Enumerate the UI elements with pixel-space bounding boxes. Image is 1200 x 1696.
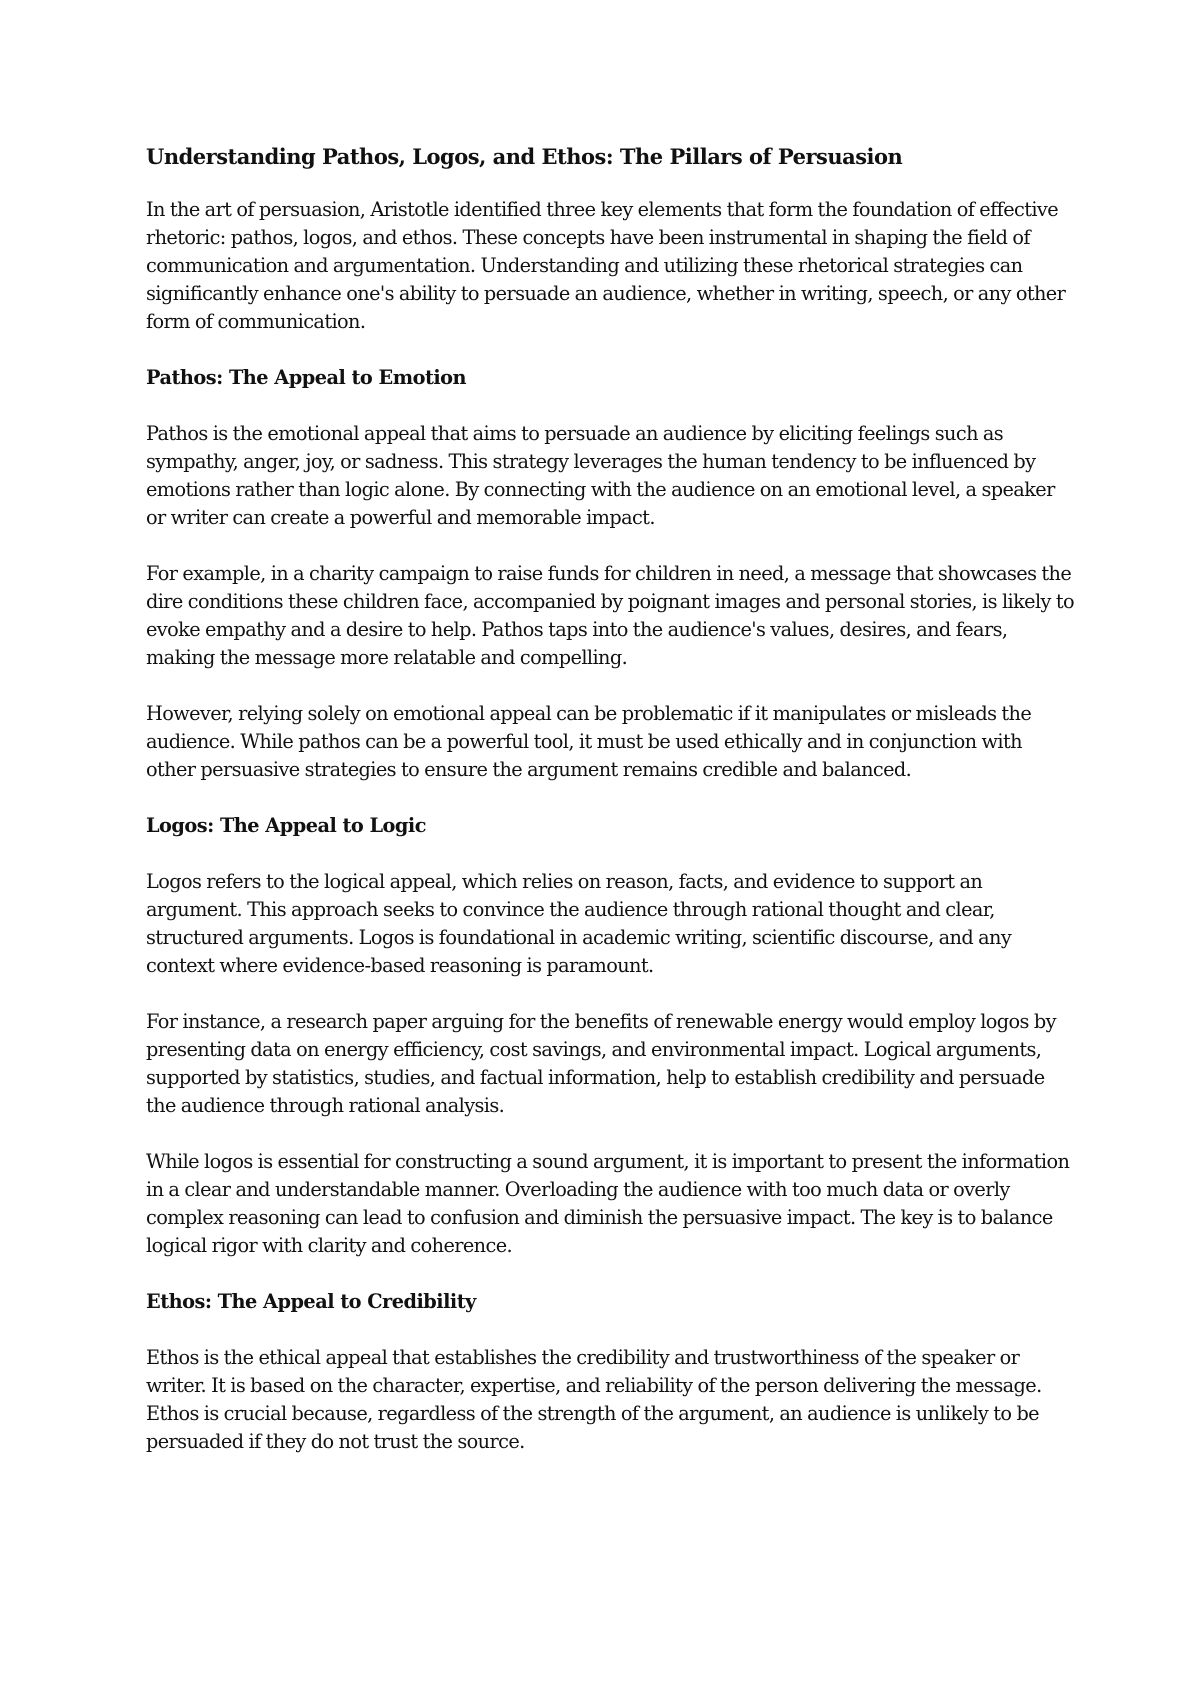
section-heading: Logos: The Appeal to Logic	[146, 814, 426, 837]
section-paragraph: For example, in a charity campaign to raise funds for children in need, a message that showcases the dire conditions these children face, accompanied by poignant images and personal stories, is likely to evoke empathy and a desire to help. Pathos taps into the audience's values, desires, and fears, making the message more relatable and compelling.	[146, 562, 1075, 669]
document-title: Understanding Pathos, Logos, and Ethos: The Pillars of Persuasion	[146, 144, 903, 169]
section-paragraph: For instance, a research paper arguing for the benefits of renewable energy would employ logos by presenting data on energy efficiency, cost savings, and environmental impact. Logical arguments, supported by statistics, studies, and factual information, help to establish credibility and persuade the audience through rational analysis.	[146, 1010, 1056, 1117]
section-pathos	[146, 364, 1076, 784]
intro-paragraph: In the art of persuasion, Aristotle identified three key elements that form the foundation of effective rhetoric: pathos, logos, and ethos. These concepts have been instrumental in shaping the field of communication and argumentation. Understanding and utilizing these rhetorical strategies can significantly enhance one's ability to persuade an audience, whether in writing, speech, or any other form of communication.	[146, 198, 1066, 333]
section-paragraph: Ethos is the ethical appeal that establishes the credibility and trustworthiness of the speaker or writer. It is based on the character, expertise, and reliability of the person delivering the message. Ethos is crucial because, regardless of the strength of the argument, an audience is unlikely to be persuaded if they do not trust the source.	[146, 1346, 1042, 1453]
section-logos	[146, 812, 1076, 1260]
section-ethos	[146, 1288, 1076, 1456]
document-body	[146, 143, 1076, 1484]
section-paragraph: Logos refers to the logical appeal, which relies on reason, facts, and evidence to support an argument. This approach seeks to convince the audience through rational thought and clear, structured arguments. Logos is foundational in academic writing, scientific discourse, and any context where evidence-based reasoning is paramount.	[146, 870, 1012, 977]
section-paragraph: Pathos is the emotional appeal that aims to persuade an audience by eliciting feelings such as sympathy, anger, joy, or sadness. This strategy leverages the human tendency to be influenced by emotions rather than logic alone. By connecting with the audience on an emotional level, a speaker or writer can create a powerful and memorable impact.	[146, 422, 1055, 529]
section-heading: Ethos: The Appeal to Credibility	[146, 1290, 476, 1313]
section-paragraph: While logos is essential for constructing a sound argument, it is important to present the information in a clear and understandable manner. Overloading the audience with too much data or overly complex reasoning can lead to confusion and diminish the persuasive impact. The key is to balance logical rigor with clarity and coherence.	[146, 1150, 1070, 1257]
section-paragraph: However, relying solely on emotional appeal can be problematic if it manipulates or misleads the audience. While pathos can be a powerful tool, it must be used ethically and in conjunction with other persuasive strategies to ensure the argument remains credible and balanced.	[146, 702, 1032, 781]
section-heading: Pathos: The Appeal to Emotion	[146, 366, 467, 389]
